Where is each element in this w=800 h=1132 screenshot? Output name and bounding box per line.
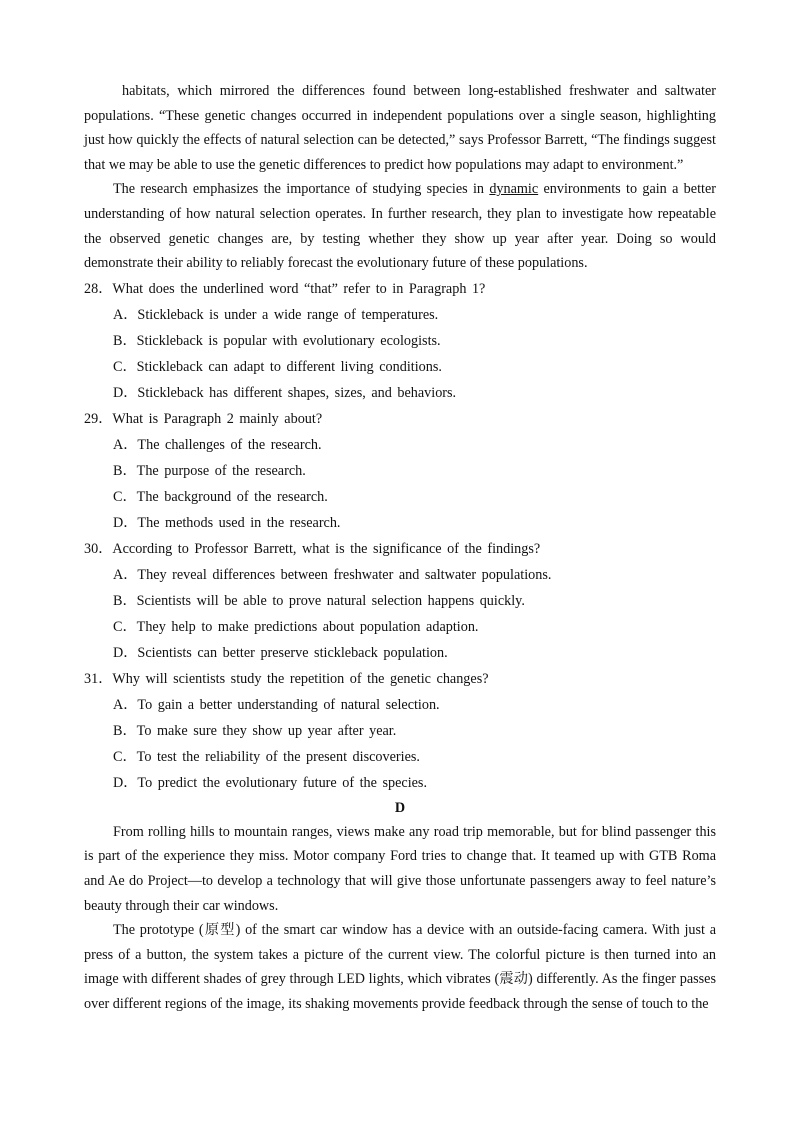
passage-c-paragraph-continued: habitats, which mirrored the differences found between long-established freshwater and saltwater populations. “These genetic changes occurred in independent populations over a single season, highlighting just how quickly the effects of natural selection can be detected,” says Professor Barrett, “The findings suggest that we may be able to use the genetic differences to predict how populations may adapt to environment.” [84, 83, 716, 173]
question-stem: 31．Why will scientists study the repetition of the genetic changes? [84, 670, 489, 687]
question-stem: 29．What is Paragraph 2 mainly about? [84, 410, 323, 427]
question-31 [84, 666, 716, 796]
option-b: B．The purpose of the research. [113, 462, 306, 479]
option-d: D．Stickleback has different shapes, sizes, and behaviors. [113, 384, 457, 401]
option-d: D．The methods used in the research. [113, 514, 341, 531]
question-30 [84, 536, 716, 666]
passage-d-paragraph-2: The prototype (原型) of the smart car window has a device with an outside-facing camera. With just a press of a button, the system takes a picture of the current view. The colorful picture is then turned into an image with different shades of grey through LED lights, which vibrates (震动) differently. As the finger passes over different regions of the image, its shaking movements provide feedback through the sense of touch to the [84, 922, 716, 1012]
option-a: A．To gain a better understanding of natural selection. [113, 696, 440, 713]
passage-c-paragraph-research [84, 177, 716, 275]
option-c: C．They help to make predictions about population adaption. [113, 618, 479, 635]
passage-d-heading: D [394, 799, 406, 816]
underlined-word-dynamic: dynamic [489, 181, 539, 198]
exam-page [84, 79, 716, 1017]
question-29 [84, 406, 716, 536]
paragraph-text-after: environments to gain a better understanding of how natural selection operates. In further research, they plan to investigate how repeatable the observed genetic changes are, by testing whether they show up year after year. Doing so would demonstrate their ability to reliably forecast the evolutionary future of these populations. [84, 181, 716, 272]
option-b: B．To make sure they show up year after year. [113, 722, 397, 739]
option-a: A．Stickleback is under a wide range of temperatures. [113, 306, 439, 323]
option-b: B．Stickleback is popular with evolutionary ecologists. [113, 332, 441, 349]
option-a: A．They reveal differences between freshwater and saltwater populations. [113, 566, 552, 583]
option-a: A．The challenges of the research. [113, 436, 322, 453]
option-c: C．The background of the research. [113, 488, 328, 505]
option-d: D．To predict the evolutionary future of the species. [113, 774, 428, 791]
question-28 [84, 276, 716, 406]
option-c: C．Stickleback can adapt to different living conditions. [113, 358, 442, 375]
paragraph-text-before: The research emphasizes the importance of studying species in [113, 181, 490, 198]
question-stem: 28．What does the underlined word “that” refer to in Paragraph 1? [84, 280, 486, 297]
option-c: C．To test the reliability of the present discoveries. [113, 748, 420, 765]
passage-d-paragraph-1: From rolling hills to mountain ranges, views make any road trip memorable, but for blind passenger this is part of the experience they miss. Motor company Ford tries to change that. It teamed up with GTB Roma and Ae do Project—to develop a technology that will give those unfortunate passengers away to feel nature’s beauty through their car windows. [84, 823, 716, 914]
option-b: B．Scientists will be able to prove natural selection happens quickly. [113, 592, 525, 609]
question-stem: 30．According to Professor Barrett, what is the significance of the findings? [84, 540, 541, 557]
option-d: D．Scientists can better preserve stickleback population. [113, 644, 448, 661]
